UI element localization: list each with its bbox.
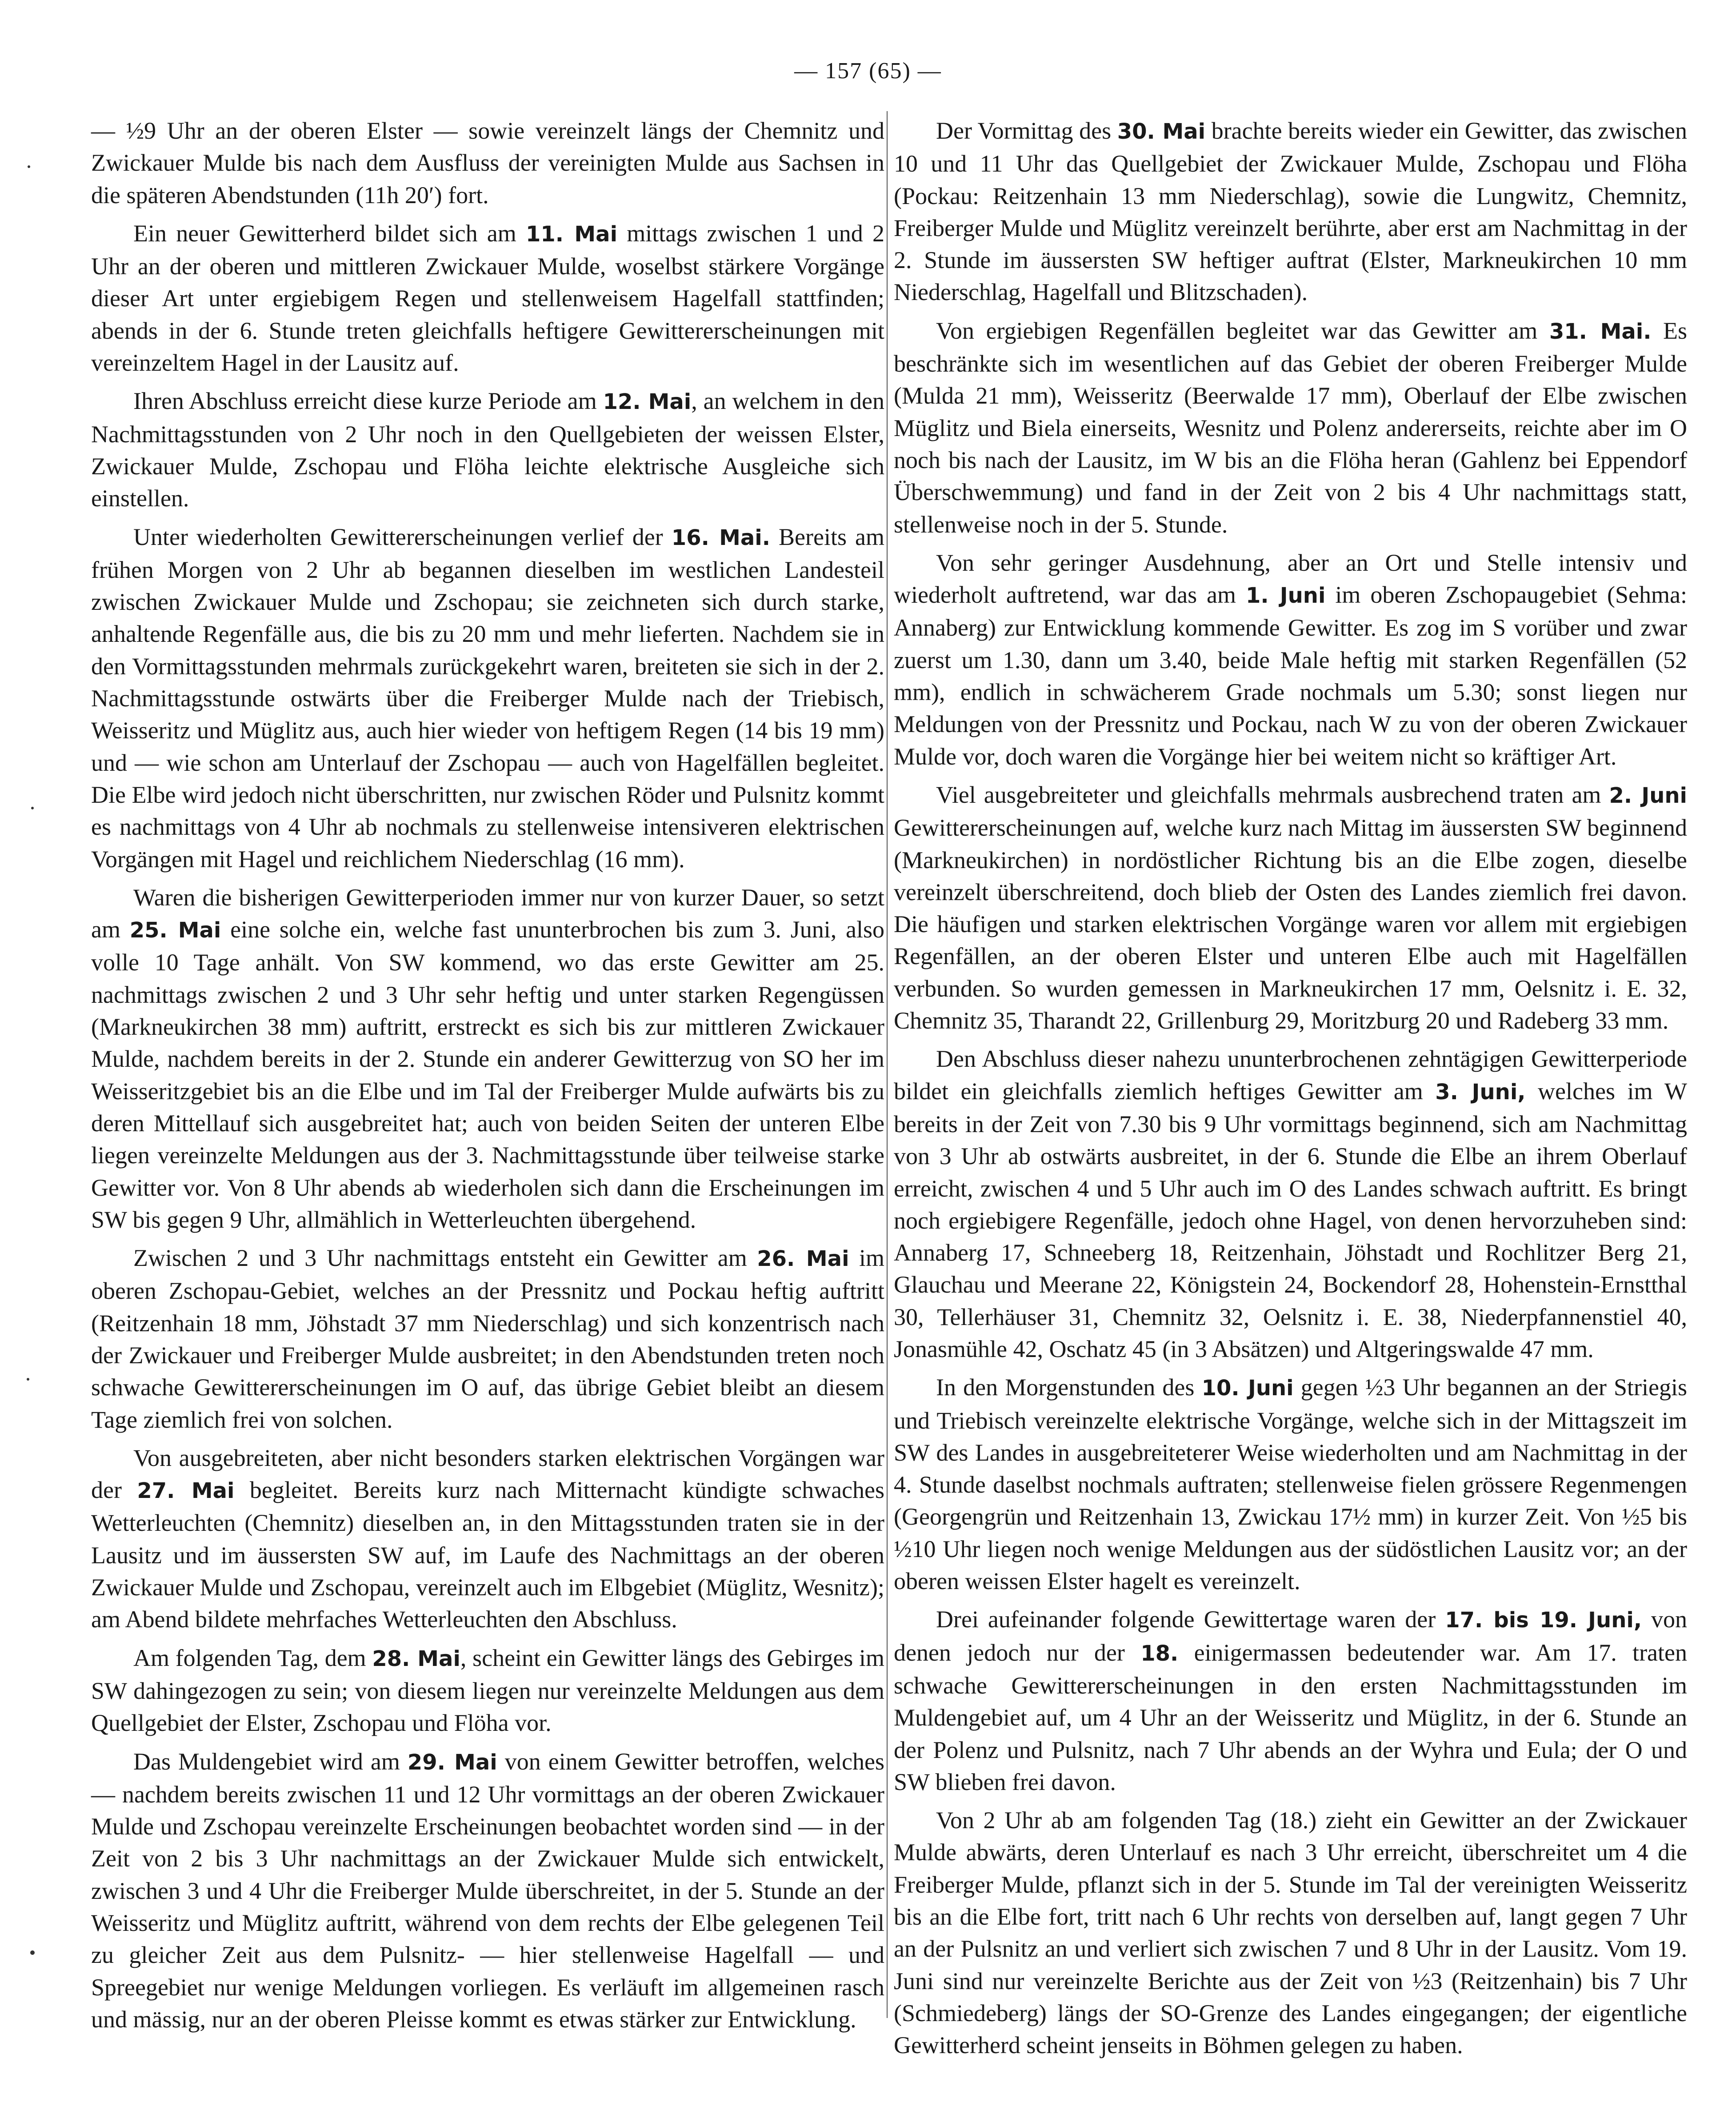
paragraph — [91, 881, 884, 1236]
paragraph — [91, 115, 884, 211]
date-label: 16. Mai. — [671, 525, 770, 550]
paragraph-text: Den Abschluss dieser nahezu ununterbrochenen zehntägigen Gewitterperiode bildet ein gleichfalls ziemlich heftiges Gewitter am — [894, 1045, 1687, 1105]
paragraph-text: begleitet. Bereits kurz nach Mitternacht kündigte schwaches Wetterleuchten (Chemnitz) dieselben an, in den Mittagsstunden traten sie in der Lausitz und im äussersten SW auf, im Laufe des Nachmittags an der oberen Zwickauer Mulde und Zschopau, vereinzelt auch im Elbgebiet (Müglitz, Wesnitz); am Abend bildete mehrfaches Wetterleuchten den Abschluss. — [91, 1477, 884, 1633]
paragraph-text: Von sehr geringer Ausdehnung, aber an Ort und Stelle intensiv und wiederholt auftretend, war das am — [894, 549, 1687, 609]
paragraph-text: von denen jedoch nur der — [894, 1606, 1688, 1666]
date-label: 26. Mai — [757, 1246, 849, 1272]
paragraph — [894, 1371, 1687, 1597]
paragraph-text: gegen ½3 Uhr begannen an der Striegis und Triebisch vereinzelte elektrische Vorgänge, welche sich in der Mittagszeit im SW des Landes in ausgebreiteterer Weise wiederholten und am Nachmittag in der 4. Stunde daselbst nochmals auftraten; stellenweise fielen grössere Regenmengen (Georgengrün und Reitzenhain 13, Zwickau 17½ mm) in kurzer Zeit. Von ½5 bis ½10 Uhr liegen noch wenige Meldungen aus der südöstlichen Lausitz vor; an der oberen weissen Elster hagelt es vereinzelt. — [894, 1374, 1687, 1595]
paragraph — [894, 779, 1687, 1037]
left-column — [91, 115, 884, 2042]
date-label: 25. Mai — [129, 918, 221, 943]
paragraph-text: Drei aufeinander folgende Gewittertage waren der — [936, 1606, 1445, 1633]
paragraph-text: , an welchem in den Nachmittagsstunden von 2 Uhr noch in den Quellgebieten der weissen Elster, Zwickauer Mulde, Zschopau und Flöha leichte elektrische Ausgleiche sich einstellen. — [91, 388, 884, 512]
paragraph-text: einigermassen bedeutender war. Am 17. traten schwache Gewittererscheinungen in den ersten Nachmittagsstunden im Muldengebiet auf, um 4 Uhr an der Weisseritz und Müglitz, in der 6. Stunde an der Polenz und Pulsnitz, nach 7 Uhr abends an der Wyhra und Eula; der O und SW blieben frei davon. — [894, 1639, 1687, 1795]
paragraph-text: im oberen Zschopaugebiet (Sehma: Annaberg) zur Entwicklung kommende Gewitter. Es zog im S vorüber und zwar zuerst um 1.30, dann um 3.40, beide Male heftig mit starken Regenfällen (52 mm), endlich in schwächerem Grade nochmals um 5.30; sonst liegen nur Meldungen von der Pressnitz und Pockau, nach W zu von der oberen Zwickauer Mulde vor, doch waren die Vorgänge hier bei weitem nicht so kräftiger Art. — [894, 581, 1687, 770]
paragraph-text: von einem Gewitter betroffen, welches — nachdem bereits zwischen 11 und 12 Uhr vormittags an der oberen Zwickauer Mulde und Zschopau vereinzelte Erscheinungen beobachtet worden sind — in der Zeit von 2 bis 3 Uhr nachmittags an der Zwickauer Mulde sich entwickelt, zwischen 3 und 4 Uhr die Freiberger Mulde überschreitet, in der 5. Stunde an der Weisseritz und Müglitz auftritt, während von dem rechts der Elbe gelegenen Teil zu gleicher Zeit aus dem Pulsnitz- — hier stellenweise Hagelfall — und Spreegebiet nur wenige Meldungen vorliegen. Es verläuft im allgemeinen rasch und mässig, nur an der oberen Pleisse kommt es etwas stärker zur Entwicklung. — [91, 1748, 884, 2033]
date-label: 10. Juni — [1201, 1376, 1294, 1401]
paragraph — [91, 521, 884, 875]
page-number: — 157 (65) — — [794, 58, 942, 84]
paragraph — [894, 1603, 1687, 1798]
paragraph-text: brachte bereits wieder ein Gewitter, das zwischen 10 und 11 Uhr das Quellgebiet der Zwickauer Mulde, Zschopau und Flöha (Pockau: Reitzenhain 13 mm Niederschlag), sowie die Lungwitz, Chemnitz, Freiberger Mulde und Müglitz vereinzelt berührte, aber erst am Nachmittag in der 2. Stunde im äussersten SW heftiger auftrat (Elster, Markneukirchen 10 mm Niederschlag, Hagelfall und Blitzschaden). — [894, 117, 1688, 306]
date-label: 18. — [1140, 1641, 1179, 1666]
paragraph — [91, 385, 884, 514]
paragraph — [91, 1746, 884, 2036]
paragraph-text: In den Morgenstunden des — [936, 1374, 1202, 1401]
date-label: 31. Mai. — [1549, 319, 1652, 344]
paragraph-text: Der Vormittag des — [936, 117, 1117, 144]
paragraph — [894, 115, 1687, 308]
scan-speck — [28, 165, 30, 168]
date-label: 2. Juni — [1609, 783, 1688, 808]
paragraph-text: Von ergiebigen Regenfällen begleitet war das Gewitter am — [936, 317, 1549, 344]
paragraph-text: Viel ausgebreiteter und gleichfalls mehrmals ausbrechend traten am — [936, 781, 1609, 808]
date-label: 17. bis 19. Juni, — [1445, 1608, 1642, 1633]
paragraph — [894, 1804, 1687, 2061]
paragraph-text: Unter wiederholten Gewittererscheinungen verlief der — [133, 523, 672, 550]
paragraph — [894, 547, 1687, 773]
paragraph-text: welches im W bereits in der Zeit von 7.30 bis 9 Uhr vormittags beginnend, sich am Nachmittag von 3 Uhr ab ostwärts ausbreitet, in der 6. Stunde die Elbe an ihrem Oberlauf erreicht, zwischen 4 und 5 Uhr auch im O des Landes schwach auftritt. Es bringt noch ergiebigere Regenfälle, jedoch ohne Hagel, von denen hervorzuheben sind: Annaberg 17, Schneeberg 18, Reitzenhain, Jöhstadt und Rochlitzer Berg 21, Glauchau und Meerane 22, Königstein 24, Bockendorf 28, Hohenstein-Ernstthal 30, Tellerhäuser 31, Chemnitz 32, Oelsnitz i. E. 38, Niederpfannenstiel 40, Jonasmühle 42, Oschatz 45 (in 3 Absätzen) und Altgeringswalde 47 mm. — [894, 1077, 1688, 1362]
paragraph-text: Bereits am frühen Morgen von 2 Uhr ab begannen dieselben im westlichen Landesteil zwischen Zwickauer Mulde und Zschopau; sie zeichneten sich durch starke, anhaltende Regenfälle aus, die bis zu 20 mm und mehr lieferten. Nachdem sie in den Vormittagsstunden mehrmals zurückgekehrt waren, breiteten sie sich in der 2. Nachmittagsstunde ostwärts über die Freiberger Mulde nach der Triebisch, Weisseritz und Müglitz aus, auch hier wieder von heftigem Regen (14 bis 19 mm) und — wie schon am Unterlauf der Zschopau — auch von Hagelfällen begleitet. Die Elbe wird jedoch nicht überschritten, nur zwischen Röder und Pulsnitz kommt es nachmittags von 4 Uhr ab nochmals zu stellenweise intensiveren elektrischen Vorgängen mit Hagel und reichlichem Niederschlag (16 mm). — [91, 523, 884, 873]
paragraph-text: Von ausgebreiteten, aber nicht besonders starken elektrischen Vorgängen war der — [91, 1444, 884, 1504]
date-label: 11. Mai — [525, 221, 618, 247]
paragraph-text: Waren die bisherigen Gewitterperioden immer nur von kurzer Dauer, so setzt am — [91, 884, 884, 943]
paragraph-text: Es beschränkte sich im wesentlichen auf das Gebiet der oberen Freiberger Mulde (Mulda 21 mm), Weisseritz (Beerwalde 17 mm), Oberlauf der Elbe zwischen Müglitz und Biela einerseits, Wesnitz und Polenz andererseits, reichte aber im O noch bis nach der Lausitz, im W bis an die Flöha heran (Gahlenz bei Eppendorf Überschwemmung) und fand in der Zeit von 2 bis 4 Uhr nachmittags statt, stellenweise noch in der 5. Stunde. — [894, 317, 1687, 538]
scan-speck — [30, 1950, 35, 1955]
paragraph — [91, 217, 884, 379]
paragraph-text: Von 2 Uhr ab am folgenden Tag (18.) zieht ein Gewitter an der Zwickauer Mulde abwärts, deren Unterlauf es nach 3 Uhr erreicht, überschreitet um 4 die Freiberger Mulde, pflanzt sich in der 5. Stunde im Tal der vereinigten Weisseritz bis an die Elbe fort, tritt nach 6 Uhr rechts von derselben auf, langt gegen 7 Uhr an der Pulsnitz an und verliert sich zwischen 7 und 8 Uhr in der Lausitz. Vom 19. Juni sind nur vereinzelte Berichte aus der Zeit von ½3 (Reitzenhain) bis 7 Uhr (Schmiedeberg) längs der SO-Grenze des Landes eingegangen; der eigentliche Gewitterherd scheint jenseits in Böhmen gelegen zu haben. — [894, 1807, 1687, 2059]
right-column — [894, 115, 1687, 2068]
scan-speck — [27, 1378, 29, 1381]
date-label: 28. Mai — [372, 1646, 460, 1671]
paragraph-text: — ½9 Uhr an der oberen Elster — sowie vereinzelt längs der Chemnitz und Zwickauer Mulde bis nach dem Ausfluss der vereinigten Mulde aus Sachsen in die späteren Abendstunden (11h 20′) fort. — [91, 117, 884, 208]
paragraph — [91, 1642, 884, 1739]
scan-speck — [31, 807, 34, 809]
date-label: 3. Juni, — [1435, 1079, 1526, 1105]
paragraph — [894, 1043, 1687, 1365]
date-label: 30. Mai — [1117, 119, 1206, 144]
paragraph-text: , scheint ein Gewitter längs des Gebirges im SW dahingezogen zu sein; von diesem liegen nur vereinzelte Meldungen aus dem Quellgebiet der Elster, Zschopau und Flöha vor. — [91, 1644, 884, 1737]
paragraph-text: im oberen Zschopau-Gebiet, welches an der Pressnitz und Pockau heftig auftritt (Reitzenhain 18 mm, Jöhstadt 37 mm Niederschlag) und sich konzentrisch nach der Zwickauer und Freiberger Mulde ausbreitet; in den Abendstunden treten noch schwache Gewittererscheinungen im O auf, das übrige Gebiet bleibt an diesem Tage ziemlich frei von solchen. — [91, 1245, 884, 1433]
paragraph-text: Zwischen 2 und 3 Uhr nachmittags entsteht ein Gewitter am — [133, 1245, 757, 1272]
date-label: 27. Mai — [137, 1478, 235, 1504]
paragraph-text: mittags zwischen 1 und 2 Uhr an der oberen und mittleren Zwickauer Mulde, woselbst stärkere Vorgänge dieser Art unter ergiebigem Regen und stellenweisem Hagelfall stattfinden; abends in der 6. Stunde treten gleichfalls heftigere Gewittererscheinungen mit vereinzeltem Hagel in der Lausitz auf. — [91, 220, 884, 376]
paragraph — [894, 315, 1687, 541]
paragraph-text: eine solche ein, welche fast ununterbrochen bis zum 3. Juni, also volle 10 Tage anhält. Von SW kommend, wo das erste Gewitter am 25. nachmittags zwischen 2 und 3 Uhr sehr heftig und unter starken Regengüssen (Markneukirchen 38 mm) auftritt, erstreckt es sich bis zur mittleren Zwickauer Mulde, nachdem bereits in der 2. Stunde ein anderer Gewitterzug von SO her im Weisseritzgebiet bis an die Elbe und im Tal der Freiberger Mulde aufwärts bis zu deren Mittellauf sich ausgebreitet hat; auch von beiden Seiten der unteren Elbe liegen vereinzelte Meldungen aus der 3. Nachmittagsstunde über teilweise starke Gewitter vor. Von 8 Uhr abends ab wiederholen sich dann die Erscheinungen im SW bis gegen 9 Uhr, allmählich in Wetterleuchten übergehend. — [91, 916, 884, 1233]
paragraph — [91, 1242, 884, 1436]
date-label: 1. Juni — [1245, 583, 1326, 609]
paragraph-text: Gewittererscheinungen auf, welche kurz nach Mittag im äussersten SW beginnend (Markneukirchen) in nordöstlicher Richtung bis an die Elbe zogen, dieselbe vereinzelt überschreitend, doch blieb der Osten des Landes ziemlich frei davon. Die häufigen und starken elektrischen Vorgänge waren vor allem mit ergiebigen Regenfällen, an der oberen Elster und unteren Elbe auch mit Hagelfällen verbunden. So wurden gemessen in Markneukirchen 17 mm, Oelsnitz i. E. 32, Chemnitz 35, Tharandt 22, Grillenburg 29, Moritzburg 20 und Radeberg 33 mm. — [894, 814, 1687, 1034]
date-label: 12. Mai — [603, 389, 692, 415]
paragraph-text: Ein neuer Gewitterherd bildet sich am — [133, 220, 526, 247]
paragraph-text: Das Muldengebiet wird am — [133, 1748, 408, 1775]
date-label: 29. Mai — [407, 1750, 497, 1775]
paragraph-text: Ihren Abschluss erreicht diese kurze Periode am — [133, 388, 603, 415]
column-divider — [887, 111, 888, 2018]
paragraph — [91, 1442, 884, 1636]
paragraph-text: Am folgenden Tag, dem — [133, 1644, 372, 1671]
